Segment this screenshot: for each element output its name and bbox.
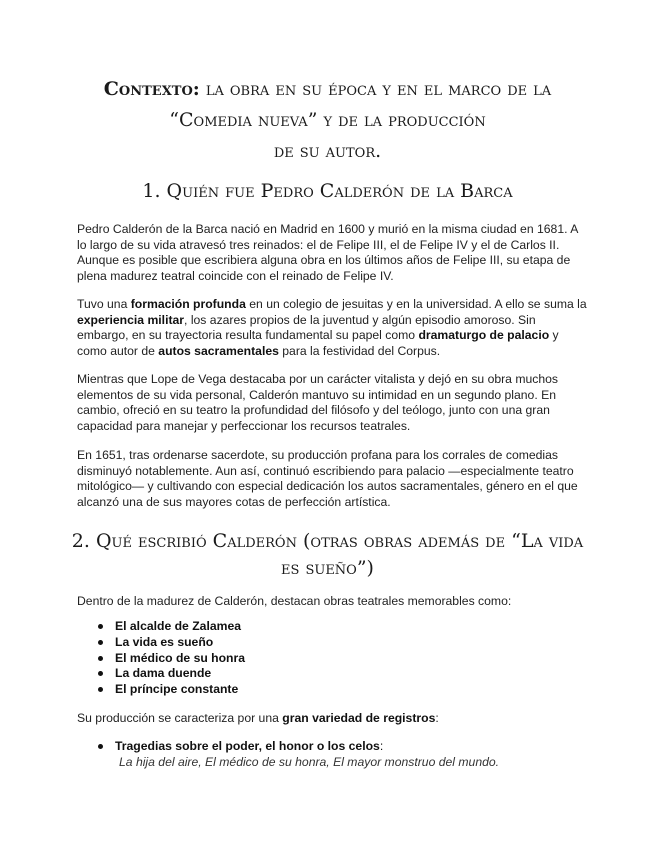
genres-list bbox=[98, 739, 578, 771]
p2-bold-4: autos sacramentales bbox=[158, 343, 279, 358]
title-line-2: “Comedia nueva” y de la producción bbox=[169, 109, 486, 131]
genre-label: Tragedias sobre el poder, el honor o los celos bbox=[115, 739, 380, 753]
section-1-paragraph-4: En 1651, tras ordenarse sacerdote, su producción profana para los corrales de comedias disminuyó notablemente. Aun así, continuó escribiendo para palacio —especialmente teatro mitológico— y cultivando con especial dedicación los autos sacramentales, género en el que alcanzó una de sus mayores cotas de perfección artística. bbox=[77, 448, 578, 509]
genre-examples: La hija del aire, El médico de su honra, El mayor monstruo del mundo. bbox=[119, 754, 500, 769]
registers-text-2: : bbox=[435, 711, 439, 725]
registers-bold: gran variedad de registros bbox=[282, 711, 436, 725]
registers-paragraph bbox=[77, 711, 587, 727]
title-line-1-text: la obra en su época y en el marco de la bbox=[205, 78, 552, 100]
list-item: La dama duende bbox=[98, 666, 578, 682]
section-1-paragraph-2 bbox=[77, 297, 587, 359]
title-line-1 bbox=[40, 74, 615, 105]
list-item bbox=[98, 739, 578, 771]
list-item: El alcalde de Zalamea bbox=[98, 619, 578, 635]
p2-text-3: , los azares propios de la juventud y algún episodio amoroso. Sin embargo, en su trayectoria resulta fundamental su papel como bbox=[77, 312, 536, 343]
p2-bold-2: experiencia militar bbox=[77, 312, 185, 327]
list-item: El médico de su honra bbox=[98, 651, 578, 667]
p2-text-1: Tuvo una bbox=[77, 297, 131, 311]
list-item: La vida es sueño bbox=[98, 635, 578, 651]
section-1-paragraph-3: Mientras que Lope de Vega destacaba por un carácter vitalista y dejó en su obra muchos elementos de su vida personal, Calderón mantuvo su intimidad en un segundo plano. En cambio, ofreció en su teatro la profundidad del filósofo y del teólogo, junto con una gran capacidad para manejar y perfeccionar los recursos teatrales. bbox=[77, 372, 559, 433]
title-prefix: Contexto: bbox=[103, 78, 200, 100]
p2-text-2: en un colegio de jesuitas y en la universidad. A ello se suma la bbox=[245, 297, 587, 311]
registers-text-1: Su producción se caracteriza por una bbox=[77, 711, 283, 725]
document-title bbox=[40, 74, 615, 167]
list-item: El príncipe constante bbox=[98, 682, 578, 698]
section-1-paragraph-1: Pedro Calderón de la Barca nació en Madrid en 1600 y murió en la misma ciudad en 1681. A lo largo de su vida atravesó tres reinados: el de Felipe III, el de Felipe IV y el de Carlos II. Aunque es posible que escribiera alguna obra en los últimos años de Felipe III, su etapa de plena madurez teatral coincide con el reinado de Felipe IV. bbox=[77, 222, 578, 283]
section-2-intro: Dentro de la madurez de Calderón, destacan obras teatrales memorables como: bbox=[77, 594, 512, 608]
p2-text-4: y como autor de bbox=[77, 328, 559, 358]
p2-text-5: para la festividad del Corpus. bbox=[278, 343, 441, 358]
title-line-3: de su autor. bbox=[273, 140, 382, 162]
genre-suffix: : bbox=[379, 739, 384, 753]
p2-bold-3: dramaturgo de palacio bbox=[418, 328, 550, 343]
p2-bold-1: formación profunda bbox=[130, 297, 246, 311]
works-list bbox=[98, 619, 578, 698]
section-1-heading: 1. Quién fue Pedro Calderón de la Barca bbox=[142, 180, 513, 202]
section-2-heading: 2. Qué escribió Calderón (otras obras además de “La vida es sueño”) bbox=[71, 530, 584, 579]
